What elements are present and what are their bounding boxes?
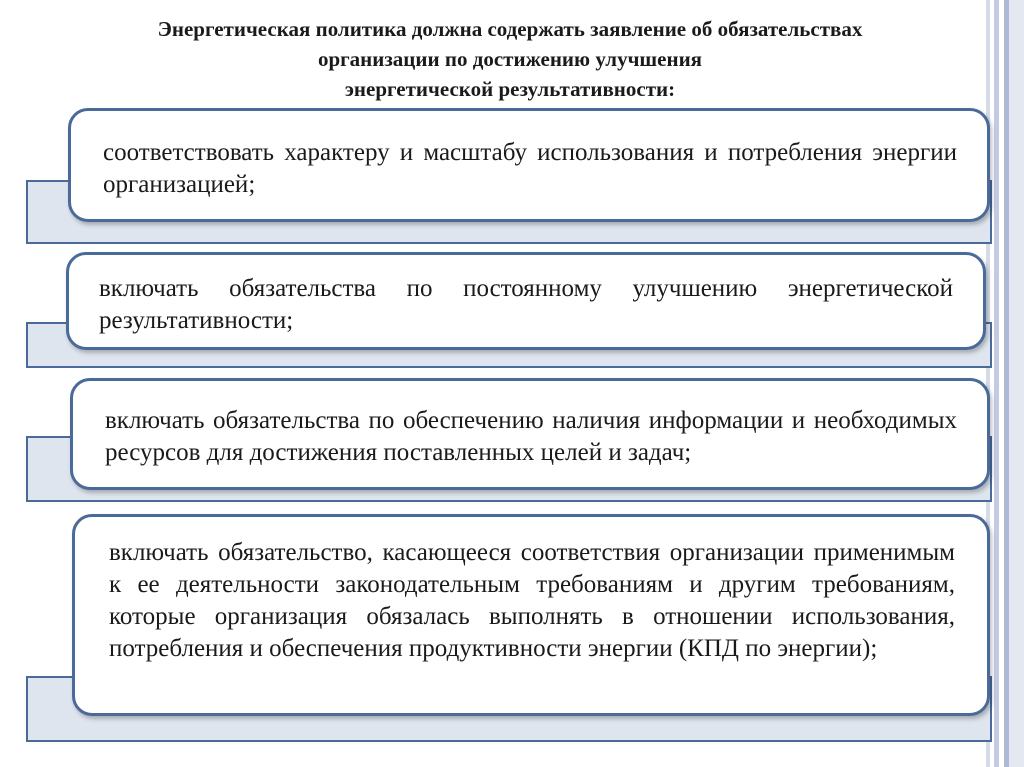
item-1-text: соответствовать характеру и масштабу использования и потребления энергии организацией; — [103, 139, 957, 198]
item-2-card — [66, 252, 986, 350]
item-3-card — [70, 378, 990, 490]
title-line-2: организации по достижению улучшения — [317, 47, 703, 71]
title-line-3: энергетической результативности: — [344, 77, 676, 101]
item-4-text: включать обязательство, касающееся соответствия организации применимым к ее деятельности законодательным требованиям и другим требованиям, которые организация обязалась выполнять в отношении использования, потребления и обеспечения продуктивности энергии (КПД по энергии); — [109, 539, 955, 662]
item-1-card — [68, 108, 990, 222]
item-2-text: включать обязательства по постоянному улучшению энергетической результативности; — [99, 275, 953, 334]
title-line-1: Энергетическая политика должна содержать заявление об обязательствах — [157, 17, 863, 41]
page-title — [40, 14, 980, 104]
item-4-card — [72, 514, 990, 716]
item-3-text: включать обязательства по обеспечению наличия информации и необходимых ресурсов для достижения поставленных целей и задач; — [105, 407, 957, 466]
